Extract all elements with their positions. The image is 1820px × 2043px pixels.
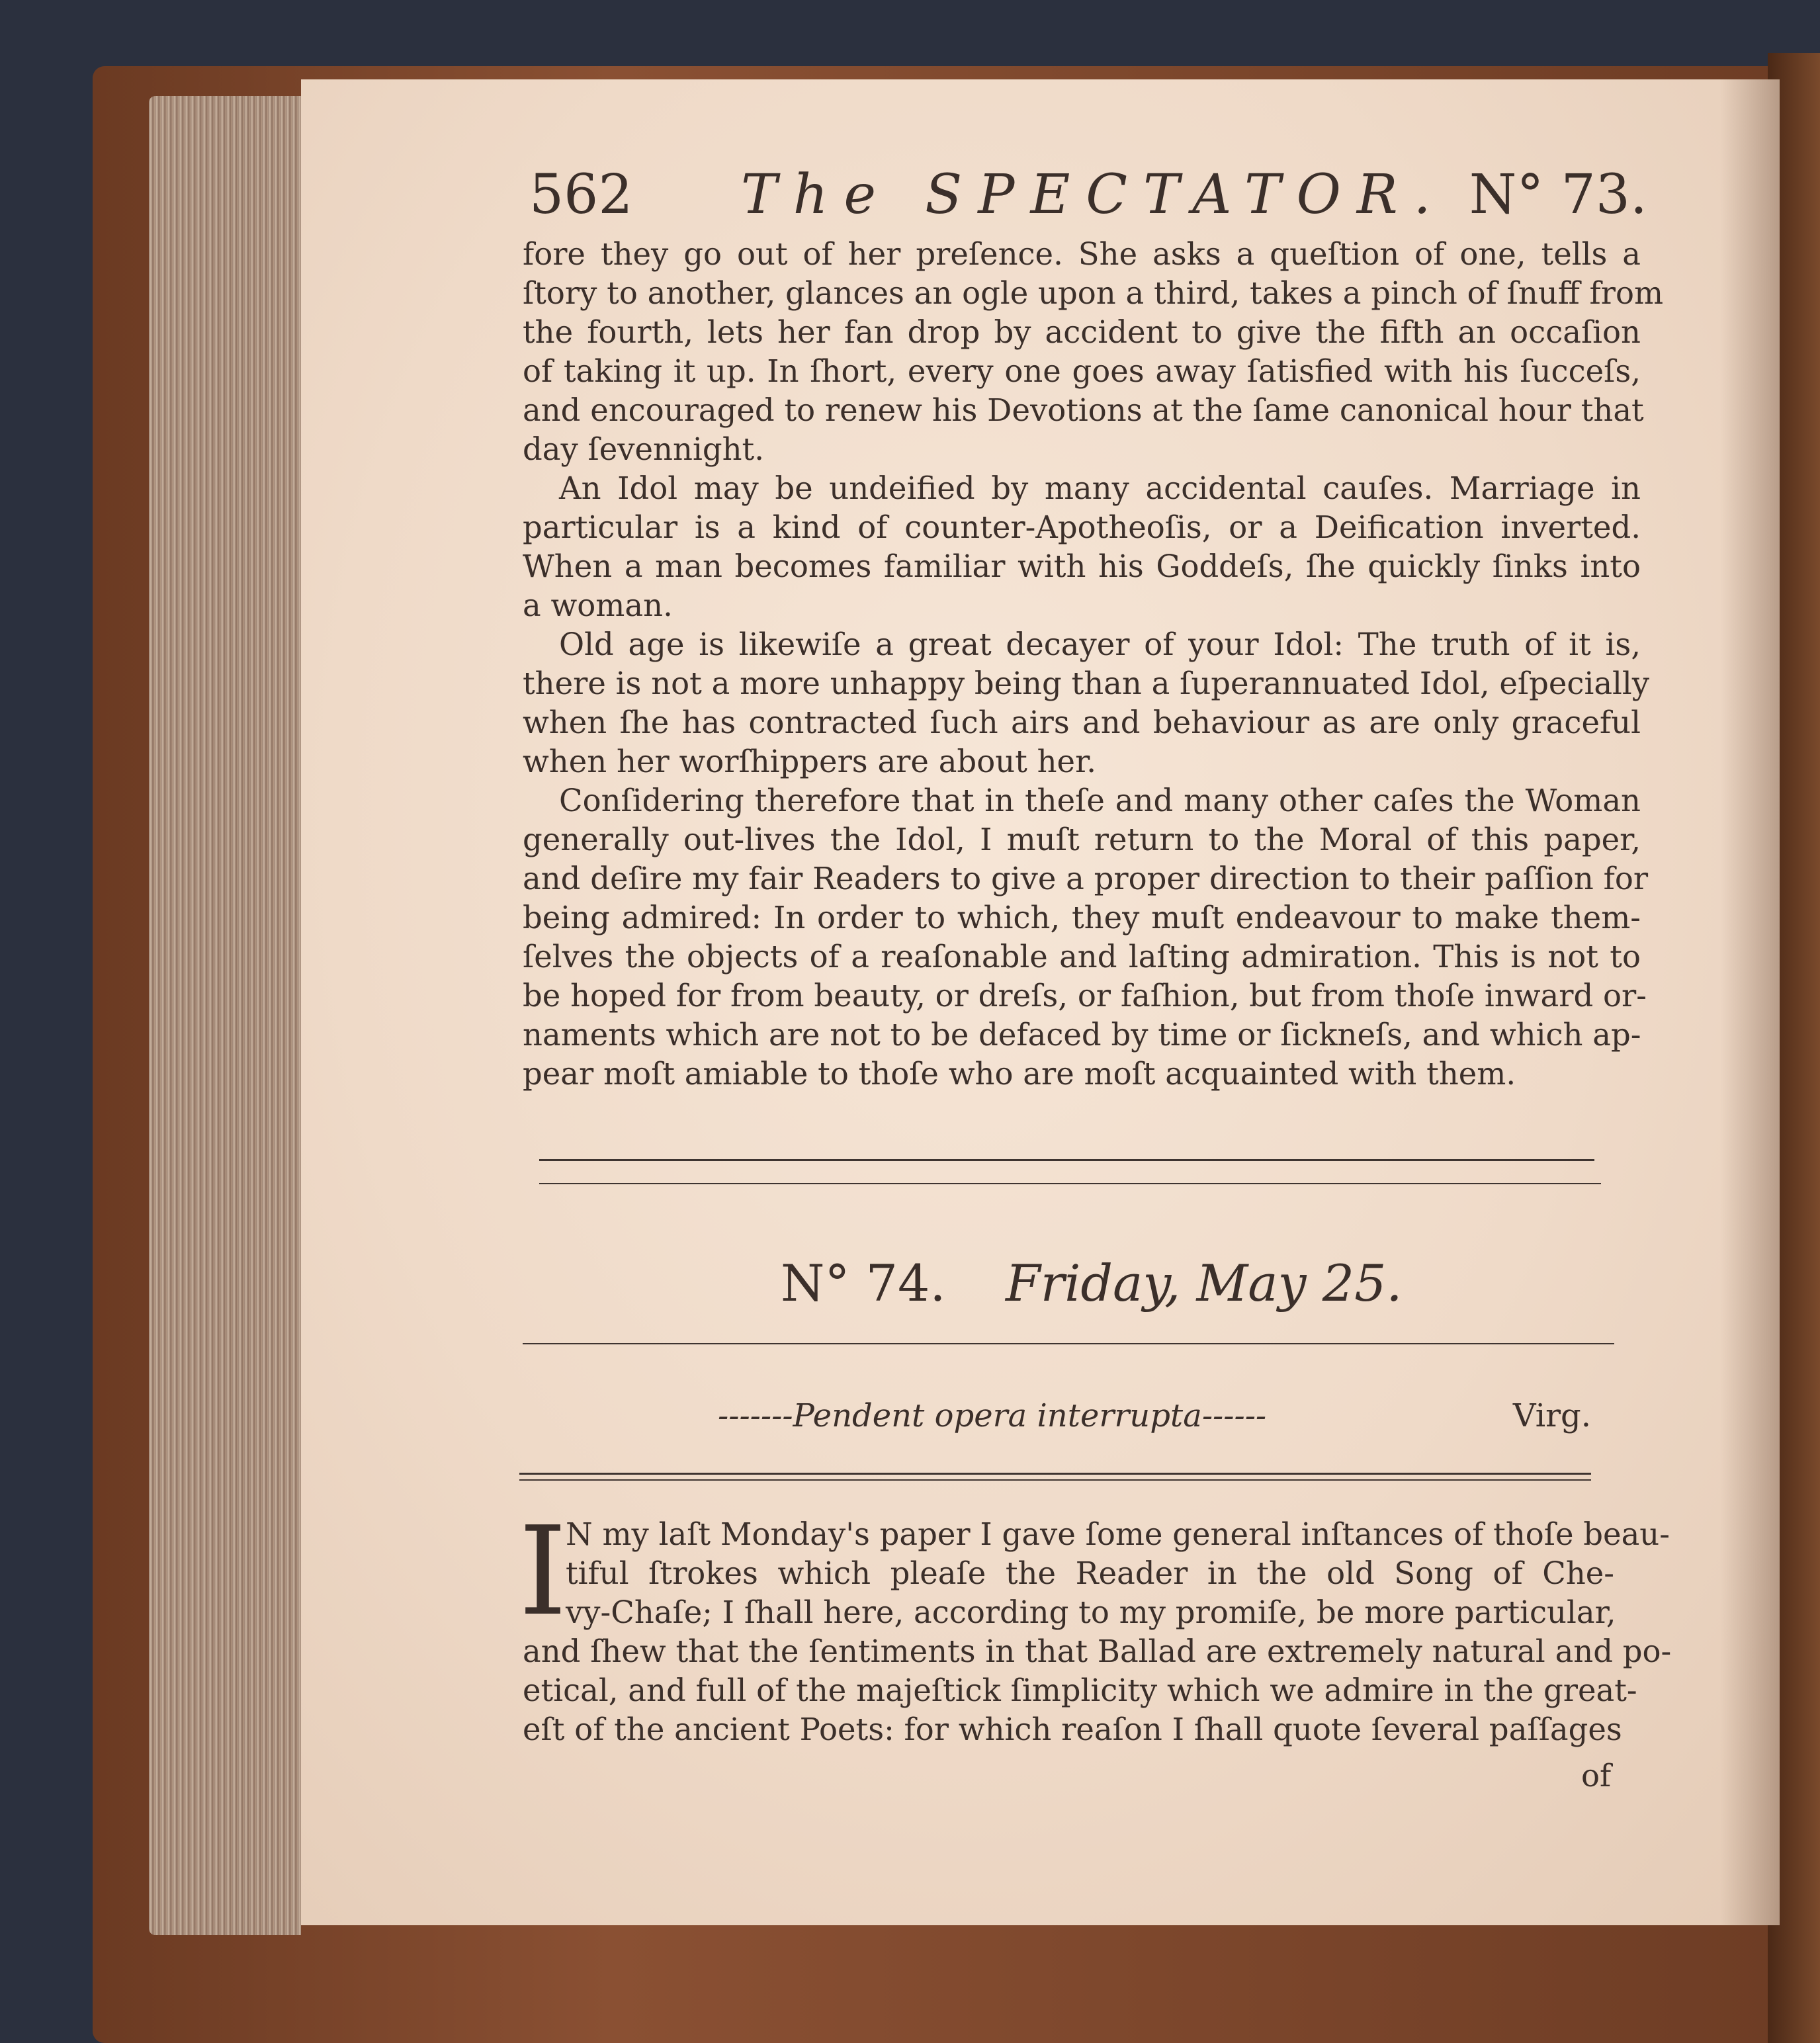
text-line: vy-Chaſe; I ſhall here, according to my promiſe, be more particular, <box>566 1594 1616 1630</box>
issue-heading-date: Friday, May 25. <box>1006 1254 1403 1313</box>
text-line: and ſhew that the ſentiments in that Ballad are extremely natural and po- <box>523 1633 1672 1669</box>
issue-heading <box>781 1244 1403 1323</box>
text-line: be hoped for from beauty, or dreſs, or faſhion, but from thoſe inward or- <box>523 978 1647 1014</box>
section-rule <box>519 1473 1591 1475</box>
issue-heading-number: N° 74. <box>781 1254 946 1313</box>
paragraph-3 <box>523 625 1650 781</box>
issue-number: N° 73. <box>1469 163 1647 226</box>
essay-body <box>523 1515 1672 1749</box>
section-rule <box>519 1479 1591 1481</box>
epigraph-quote: -------Pendent opera interrupta------ <box>718 1397 1267 1434</box>
page-gutter-shadow <box>1720 79 1780 1925</box>
section-rule <box>539 1159 1594 1161</box>
drop-cap: I <box>519 1500 568 1643</box>
text-line: and encouraged to renew his Devotions at the ſame canonical hour that <box>523 392 1644 428</box>
text-line: eſt of the ancient Poets: for which reaſon I ſhall quote ſeveral paſſages <box>523 1712 1622 1747</box>
text-line: ſtory to another, glances an ogle upon a third, takes a pinch of ſnuff from <box>523 275 1664 311</box>
page-number: 562 <box>529 163 633 226</box>
text-line: generally out-lives the Idol, I muſt return to the Moral of this paper, <box>523 822 1641 857</box>
text-line: ſelves the objects of a reaſonable and laſting admiration. This is not to <box>523 939 1641 975</box>
paragraph-2 <box>523 469 1641 625</box>
text-line: being admired: In order to which, they muſt endeavour to make them- <box>523 900 1641 935</box>
text-line: An Idol may be undeified by many accidental cauſes. Marriage in <box>559 470 1641 506</box>
section-rule <box>523 1343 1614 1344</box>
epigraph-author: Virg. <box>1512 1397 1591 1434</box>
text-line: and deſire my fair Readers to give a proper direction to their paſſion for <box>523 861 1649 896</box>
epigraph <box>718 1389 1591 1442</box>
section-rule <box>539 1183 1601 1184</box>
text-line: a woman. <box>523 587 673 623</box>
page-edges <box>149 96 301 1935</box>
text-line: Old age is likewiſe a great decayer of your Idol: The truth of it is, <box>559 627 1641 662</box>
text-line: naments which are not to be defaced by time or ſickneſs, and which ap- <box>523 1017 1641 1053</box>
catchword: of <box>1581 1758 1612 1794</box>
text-line: etical, and full of the majeſtick ſimplicity which we admire in the great- <box>523 1673 1637 1708</box>
text-line: fore they go out of her preſence. She asks a queſtion of one, tells a <box>523 236 1641 272</box>
text-line: particular is a kind of counter-Apotheoſis, or a Deification inverted. <box>523 509 1641 545</box>
text-line: of taking it up. In ſhort, every one goes away ſatisfied with his ſucceſs, <box>523 353 1641 389</box>
paragraph-1 <box>523 235 1664 469</box>
text-line: tiful ſtrokes which pleaſe the Reader in the old Song of Che- <box>566 1555 1614 1591</box>
running-header <box>523 159 1647 232</box>
text-line: when her worſhippers are about her. <box>523 744 1096 779</box>
article-body <box>523 235 1664 1094</box>
text-line: N my laſt Monday's paper I gave ſome general inſtances of thoſe beau- <box>566 1516 1670 1552</box>
text-line: pear moſt amiable to thoſe who are moſt acquainted with them. <box>523 1056 1516 1092</box>
text-line: When a man becomes familiar with his Goddeſs, ſhe quickly ſinks into <box>523 548 1641 584</box>
text-line: the fourth, lets her fan drop by accident to give the fifth an occaſion <box>523 314 1641 350</box>
text-line: day ſevennight. <box>523 431 765 467</box>
paragraph-4 <box>523 781 1649 1094</box>
running-title: The SPECTATOR. <box>741 163 1447 226</box>
text-line: when ſhe has contracted ſuch airs and behaviour as are only graceful <box>523 705 1641 740</box>
text-line: Conſidering therefore that in theſe and many other caſes the Woman <box>559 783 1641 818</box>
text-line: there is not a more unhappy being than a ſuperannuated Idol, eſpecially <box>523 666 1650 701</box>
